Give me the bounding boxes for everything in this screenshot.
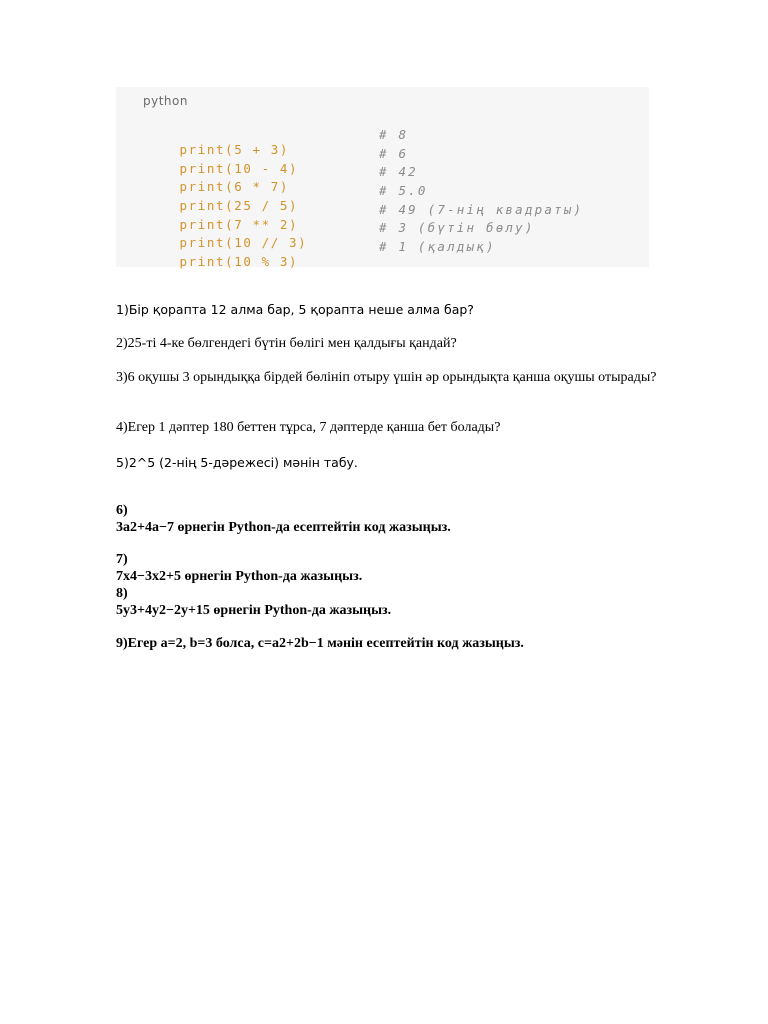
code-block <box>116 87 649 267</box>
code-args: (5 + 3) <box>225 142 290 157</box>
code-args: (6 * 7) <box>225 179 290 194</box>
question-8-number: 8) <box>116 586 128 601</box>
code-line <box>143 127 643 157</box>
code-function: print <box>179 235 226 250</box>
code-args: (25 / 5) <box>225 198 299 213</box>
question-6-text: 3a2+4a−7 өрнегін Python-да есептейтін код жазыңыз. <box>116 520 451 535</box>
question-9: 9)Егер a=2, b=3 болса, c=a2+2b−1 мәнін есептейтін код жазыңыз. <box>116 636 524 651</box>
question-4: 4)Егер 1 дәптер 180 беттен тұрса, 7 дәптерде қанша бет болады? <box>116 420 501 435</box>
code-line <box>143 239 643 269</box>
code-function: print <box>179 198 226 213</box>
code-comment: # 49 (7-нің квадраты) <box>379 202 584 217</box>
code-comment: # 3 (бүтін бөлу) <box>379 220 535 235</box>
question-1: 1)Бір қорапта 12 алма бар, 5 қорапта неше алма бар? <box>116 302 474 317</box>
code-function: print <box>179 142 226 157</box>
code-language-label: python <box>143 94 188 108</box>
question-3: 3)6 оқушы 3 орындыққа бірдей бөлініп отыру үшін әр орындықта қанша оқушы отырады? <box>116 370 657 385</box>
code-comment: # 1 (қалдық) <box>379 239 496 254</box>
question-7-text: 7x4−3x2+5 өрнегін Python-да жазыңыз. <box>116 569 363 584</box>
code-args: (10 % 3) <box>225 254 299 269</box>
code-function: print <box>179 217 226 232</box>
question-2: 2)25-ті 4-ке бөлгендегі бүтін бөлігі мен қалдығы қандай? <box>116 336 457 351</box>
question-8-text: 5y3+4y2−2y+15 өрнегін Python-да жазыңыз. <box>116 603 392 618</box>
question-5: 5)2^5 (2-нің 5-дәрежесі) мәнін табу. <box>116 455 358 470</box>
question-7-number: 7) <box>116 552 128 567</box>
code-args: (10 // 3) <box>225 235 308 250</box>
code-function: print <box>179 254 226 269</box>
code-comment: # 42 <box>379 164 418 179</box>
code-comment: # 6 <box>379 146 409 161</box>
code-comment: # 5.0 <box>379 183 428 198</box>
question-6-number: 6) <box>116 503 128 518</box>
code-function: print <box>179 179 226 194</box>
code-args: (7 ** 2) <box>225 217 299 232</box>
code-comment: # 8 <box>379 127 409 142</box>
code-function: print <box>179 161 226 176</box>
code-args: (10 - 4) <box>225 161 299 176</box>
